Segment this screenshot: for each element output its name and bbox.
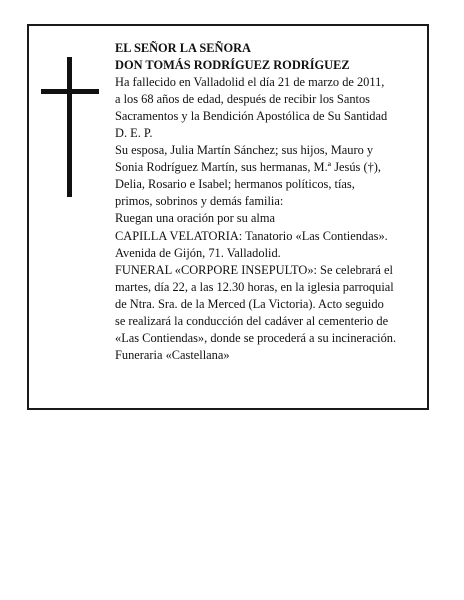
text-line: Avenida de Gijón, 71. Valladolid. (115, 245, 281, 260)
text-line: Delia, Rosario e Isabel; hermanos políticos, tías, (115, 177, 355, 192)
text-line: de Ntra. Sra. de la Merced (La Victoria). Acto seguido (115, 296, 384, 311)
text-line: Sacramentos y la Bendición Apostólica de Su Santidad (115, 109, 388, 124)
text-line: D. E. P. (115, 126, 153, 141)
text-line: primos, sobrinos y demás familia: (115, 194, 284, 209)
heading-deceased-name: DON TOMÁS RODRÍGUEZ RODRÍGUEZ (115, 58, 350, 73)
text-line: Ruegan una oración por su alma (115, 211, 275, 226)
text-line: CAPILLA VELATORIA: Tanatorio «Las Contiendas». (115, 228, 388, 243)
obituary-text (115, 40, 429, 364)
obituary-notice (27, 24, 429, 410)
text-line: FUNERAL «CORPORE INSEPULTO»: Se celebrará el (115, 262, 393, 277)
text-line: Funeraria «Castellana» (115, 347, 230, 362)
text-line: martes, día 22, a las 12.30 horas, en la iglesia parroquial (115, 279, 394, 294)
text-line: Ha fallecido en Valladolid el día 21 de marzo de 2011, (115, 75, 385, 90)
text-line: «Las Contiendas», donde se procederá a su incineración. (115, 330, 397, 345)
text-line: se realizará la conducción del cadáver al cementerio de (115, 313, 389, 328)
text-line: Sonia Rodríguez Martín, sus hermanas, M.ª Jesús (†), (115, 160, 381, 175)
text-line: a los 68 años de edad, después de recibir los Santos (115, 92, 370, 107)
text-line: Su esposa, Julia Martín Sánchez; sus hijos, Mauro y (115, 143, 374, 158)
cross-vertical-bar (67, 57, 72, 197)
heading-line-1: EL SEÑOR LA SEÑORA (115, 41, 251, 55)
cross-horizontal-bar (41, 89, 99, 94)
